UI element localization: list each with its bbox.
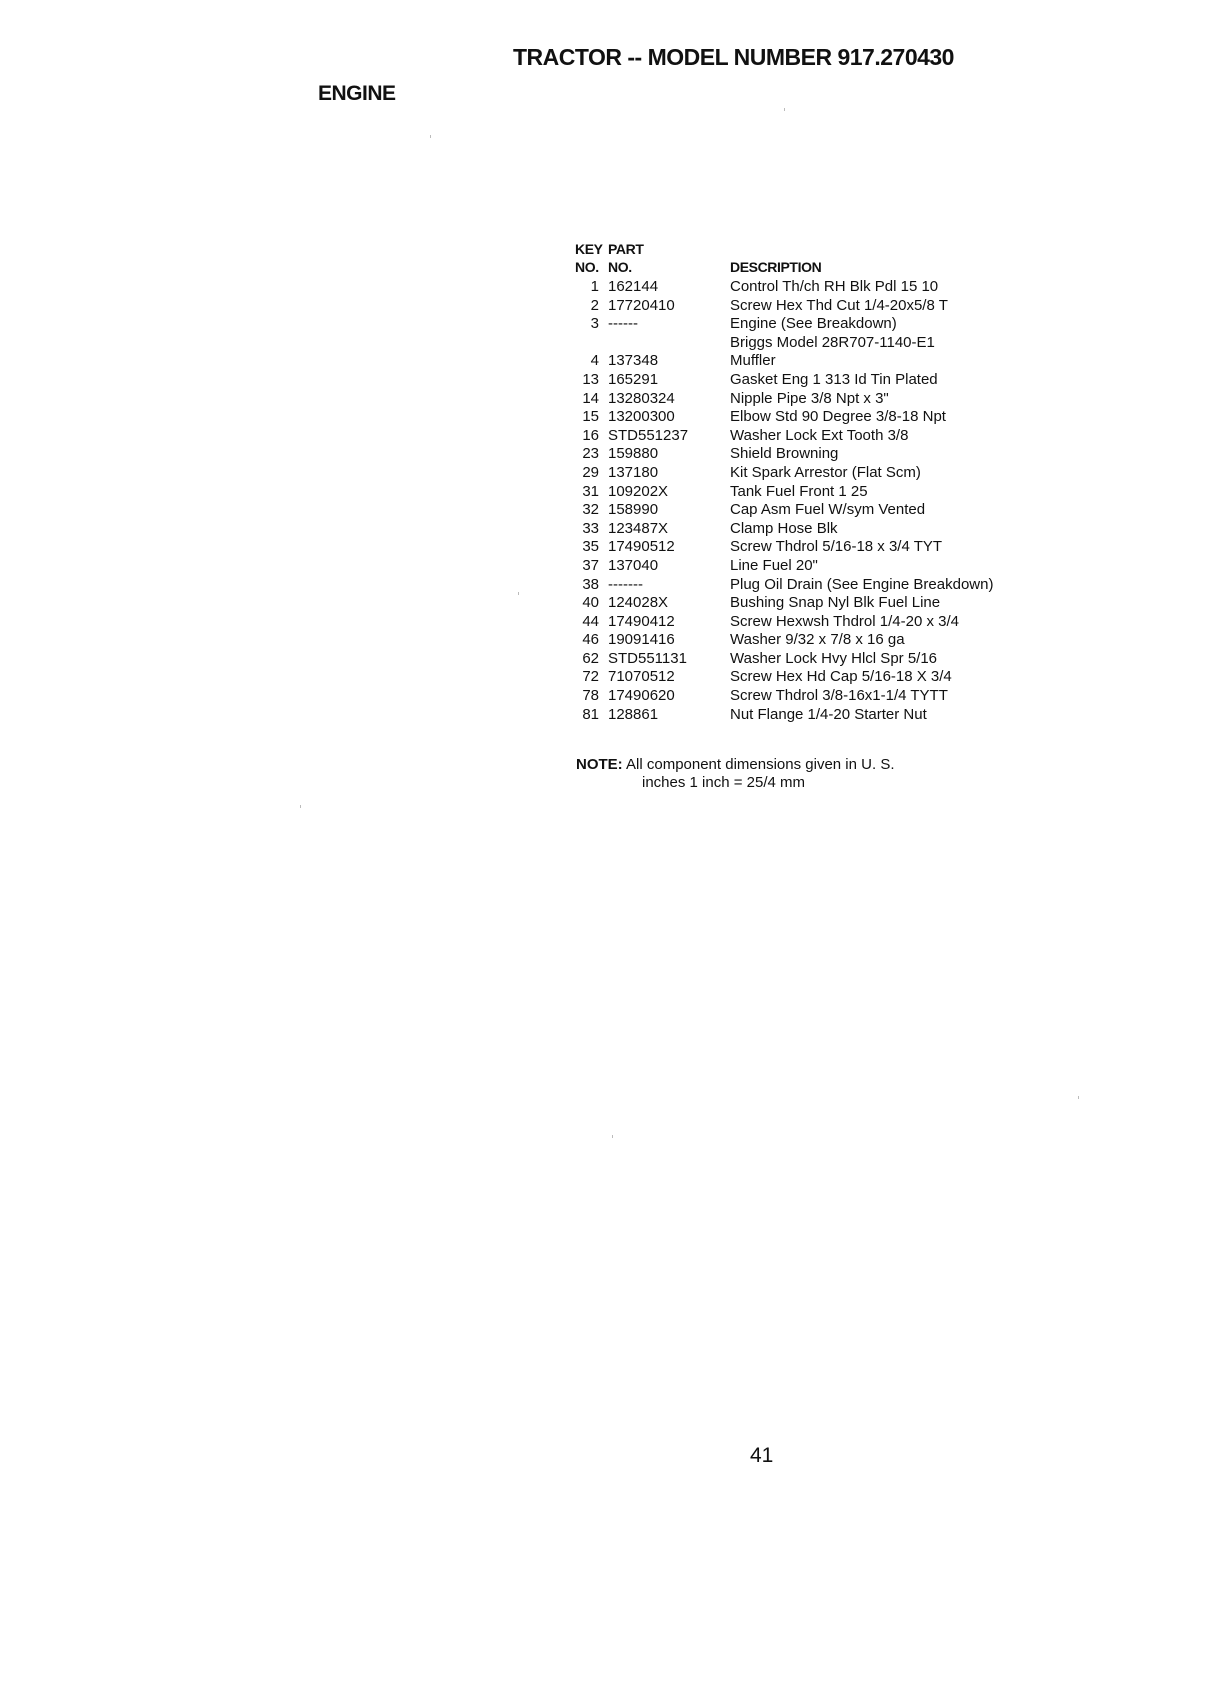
- header-key-no: NO.: [575, 259, 599, 275]
- part-number: 137040: [608, 556, 659, 574]
- part-number: 158990: [608, 501, 659, 519]
- table-row: [575, 464, 1095, 483]
- part-number: 124028X: [608, 594, 669, 612]
- section-title: ENGINE: [318, 82, 396, 105]
- part-number: 162144: [608, 278, 659, 295]
- table-header-row-2: [575, 258, 1095, 278]
- scan-speck: [612, 1135, 613, 1138]
- table-row: [575, 445, 1095, 464]
- part-number: 17490412: [608, 612, 675, 630]
- key-number: 40: [582, 594, 599, 612]
- table-row: [575, 297, 1095, 316]
- part-number: 165291: [608, 370, 659, 388]
- part-description: Line Fuel 20": [730, 556, 818, 574]
- page-number: 41: [750, 1444, 774, 1467]
- key-number: 4: [590, 352, 599, 370]
- table-row: [575, 501, 1095, 520]
- part-description: Briggs Model 28R707-1140-E1: [730, 333, 935, 351]
- key-number: 72: [582, 668, 599, 686]
- table-row: [575, 334, 1095, 353]
- table-row: [575, 650, 1095, 669]
- table-row: [575, 371, 1095, 390]
- table-row: [575, 594, 1095, 613]
- table-row: [575, 278, 1095, 297]
- key-number: 16: [582, 426, 599, 444]
- key-number: 81: [582, 705, 599, 723]
- part-description: Muffler: [730, 352, 776, 370]
- key-number: 14: [582, 389, 599, 407]
- table-row: [575, 557, 1095, 576]
- part-number: ------: [608, 315, 638, 333]
- part-description: Nipple Pipe 3/8 Npt x 3": [730, 389, 889, 407]
- part-number: -------: [608, 575, 643, 593]
- scan-speck: [430, 135, 431, 138]
- table-row: [575, 538, 1095, 557]
- table-row: [575, 613, 1095, 632]
- part-description: Control Th/ch RH Blk Pdl 15 10: [730, 278, 939, 295]
- part-description: Tank Fuel Front 1 25: [730, 482, 868, 500]
- part-description: Shield Browning: [730, 445, 839, 463]
- table-row: [575, 576, 1095, 595]
- header-key-label: KEY: [575, 241, 603, 257]
- part-description: Cap Asm Fuel W/sym Vented: [730, 501, 926, 519]
- part-description: Gasket Eng 1 313 Id Tin Plated: [730, 370, 938, 388]
- part-number: 137180: [608, 463, 659, 481]
- part-number: 71070512: [608, 668, 675, 686]
- key-number: 13: [582, 370, 599, 388]
- part-number: 128861: [608, 705, 659, 723]
- part-number: STD551237: [608, 426, 689, 444]
- scan-speck: [300, 805, 301, 808]
- table-row: [575, 315, 1095, 334]
- part-number: 13200300: [608, 408, 675, 426]
- table-row: [575, 631, 1095, 650]
- part-description: Bushing Snap Nyl Blk Fuel Line: [730, 594, 941, 612]
- key-number: 38: [582, 575, 599, 593]
- dimension-note: [576, 756, 996, 792]
- key-number: 29: [582, 463, 599, 481]
- key-number: 15: [582, 408, 599, 426]
- header-part-no: NO.: [608, 259, 632, 275]
- key-number: 2: [590, 296, 599, 314]
- part-number: STD551131: [608, 649, 687, 667]
- part-description: Washer Lock Hvy Hlcl Spr 5/16: [730, 649, 938, 667]
- part-description: Screw Hex Hd Cap 5/16-18 X 3/4: [730, 668, 952, 686]
- table-row: [575, 427, 1095, 446]
- part-number: 17720410: [608, 296, 675, 314]
- key-number: 35: [582, 538, 599, 556]
- part-description: Engine (See Breakdown): [730, 315, 897, 333]
- part-number: [608, 334, 730, 353]
- scan-speck: [1078, 1096, 1079, 1099]
- part-number: 17490620: [608, 687, 675, 705]
- key-number: 78: [582, 687, 599, 705]
- table-row: [575, 706, 1095, 725]
- note-line-1: All component dimensions given in U. S.: [626, 756, 895, 773]
- table-row: [575, 687, 1095, 706]
- scan-speck: [784, 108, 785, 111]
- key-number: 3: [590, 315, 599, 333]
- part-description: Elbow Std 90 Degree 3/8-18 Npt: [730, 408, 946, 426]
- part-number: 17490512: [608, 538, 675, 556]
- key-number: 33: [582, 519, 599, 537]
- part-number: 109202X: [608, 482, 669, 500]
- part-description: Screw Hex Thd Cut 1/4-20x5/8 T: [730, 296, 948, 314]
- scan-speck: [518, 592, 519, 595]
- key-number: 44: [582, 612, 599, 630]
- part-number: 159880: [608, 445, 659, 463]
- table-row: [575, 408, 1095, 427]
- part-number: 19091416: [608, 631, 675, 649]
- table-body: [575, 278, 1095, 724]
- table-row: [575, 352, 1095, 371]
- header-description: DESCRIPTION: [730, 259, 822, 275]
- part-description: Plug Oil Drain (See Engine Breakdown): [730, 575, 994, 593]
- key-number: [575, 334, 608, 353]
- table-row: [575, 520, 1095, 539]
- key-number: 46: [582, 631, 599, 649]
- parts-table: [575, 240, 1095, 724]
- part-description: Clamp Hose Blk: [730, 519, 838, 537]
- document-title: TRACTOR -- MODEL NUMBER 917.270430: [513, 44, 954, 70]
- part-description: Nut Flange 1/4-20 Starter Nut: [730, 705, 927, 723]
- part-number: 13280324: [608, 389, 675, 407]
- part-description: Washer Lock Ext Tooth 3/8: [730, 426, 909, 444]
- table-row: [575, 390, 1095, 409]
- part-description: Screw Thdrol 3/8-16x1-1/4 TYTT: [730, 687, 948, 705]
- part-description: Kit Spark Arrestor (Flat Scm): [730, 463, 921, 481]
- part-number: 123487X: [608, 519, 669, 537]
- note-line-2: inches 1 inch = 25/4 mm: [642, 774, 806, 791]
- table-row: [575, 483, 1095, 502]
- header-part-label: PART: [608, 241, 644, 257]
- part-description: Washer 9/32 x 7/8 x 16 ga: [730, 631, 905, 649]
- table-row: [575, 668, 1095, 687]
- key-number: 37: [582, 556, 599, 574]
- key-number: 31: [582, 482, 599, 500]
- key-number: 32: [582, 501, 599, 519]
- part-description: Screw Thdrol 5/16-18 x 3/4 TYT: [730, 538, 943, 556]
- key-number: 23: [582, 445, 599, 463]
- part-number: 137348: [608, 352, 659, 370]
- key-number: 62: [582, 649, 599, 667]
- table-header-row-1: [575, 240, 1095, 258]
- key-number: 1: [590, 278, 599, 295]
- part-description: Screw Hexwsh Thdrol 1/4-20 x 3/4: [730, 612, 959, 630]
- note-label: NOTE:: [576, 756, 623, 773]
